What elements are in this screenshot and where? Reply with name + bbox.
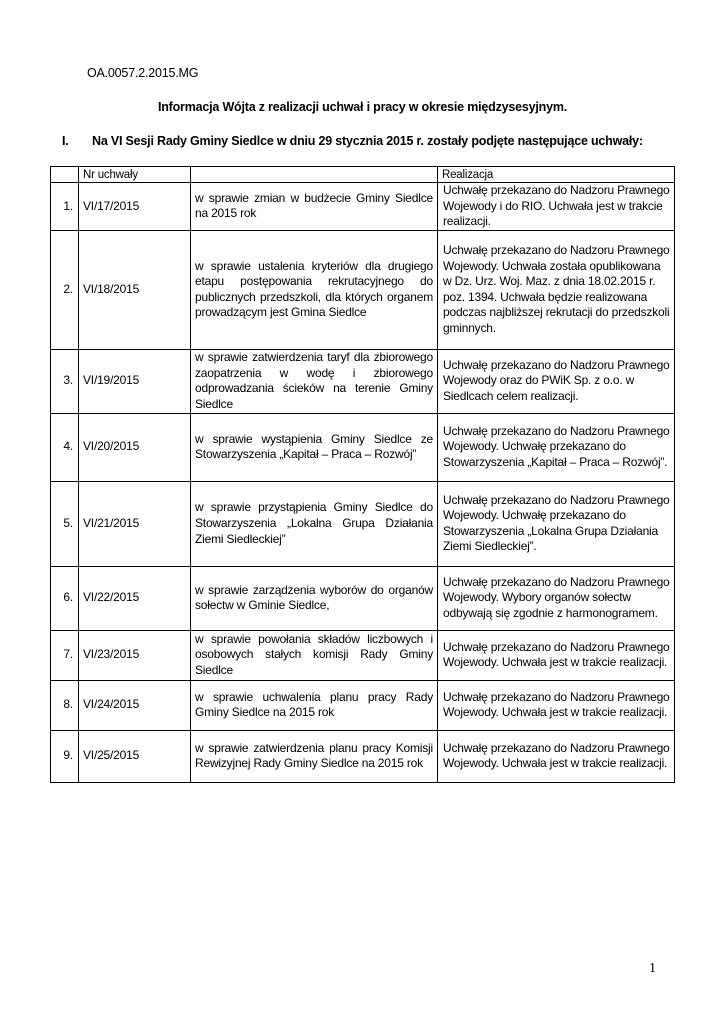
row-number: 1. <box>51 183 79 231</box>
resolution-realization: Uchwałę przekazano do Nadzoru Prawnego Wojewody. Uchwała jest w trakcie realizacji. <box>438 730 675 782</box>
table-row <box>51 230 675 349</box>
header-subject <box>191 167 438 183</box>
page-number: 1 <box>649 961 656 976</box>
resolution-subject: w sprawie zarządzenia wyborów do organów sołectw w Gminie Siedlce, <box>191 566 438 630</box>
row-number: 7. <box>51 630 79 680</box>
table-header-row <box>51 167 675 183</box>
resolution-realization: Uchwałę przekazano do Nadzoru Prawnego Wojewody oraz do PWiK Sp. z o.o. w Siedlcach celem realizacji. <box>438 349 675 413</box>
resolution-id: VI/17/2015 <box>79 183 191 231</box>
table-row <box>51 566 675 630</box>
resolution-id: VI/19/2015 <box>79 349 191 413</box>
document-title: Informacja Wójta z realizacji uchwał i pracy w okresie międzysesyjnym. <box>157 100 568 114</box>
row-number: 3. <box>51 349 79 413</box>
resolution-subject: w sprawie ustalenia kryteriów dla drugiego etapu postępowania rekrutacyjnego do publicznych przedszkoli, dla których organem prowadzącym jest Gmina Siedlce <box>191 230 438 349</box>
row-number: 9. <box>51 730 79 782</box>
resolution-subject: w sprawie zatwierdzenia planu pracy Komisji Rewizyjnej Rady Gminy Siedlce na 2015 rok <box>191 730 438 782</box>
table-row <box>51 481 675 566</box>
resolution-id: VI/22/2015 <box>79 566 191 630</box>
table-row <box>51 349 675 413</box>
resolution-id: VI/25/2015 <box>79 730 191 782</box>
resolution-subject: w sprawie powołania składów liczbowych i osobowych stałych komisji Rady Gminy Siedlce <box>191 630 438 680</box>
header-number <box>51 167 79 183</box>
resolution-realization: Uchwałę przekazano do Nadzoru Prawnego Wojewody. Uchwałę przekazano do Stowarzyszenia „Lokalna Grupa Działania Ziemi Siedleckiej”. <box>438 481 675 566</box>
resolution-realization: Uchwałę przekazano do Nadzoru Prawnego Wojewody. Uchwała została opublikowana w Dz. Urz. Woj. Maz. z dnia 18.02.2015 r. poz. 1394. Uchwała będzie realizowana podczas najbliższej rekrutacji do przedszkoli gminnych. <box>438 230 675 349</box>
resolution-id: VI/21/2015 <box>79 481 191 566</box>
section-title: Na VI Sesji Rady Gminy Siedlce w dniu 29 stycznia 2015 r. zostały podjęte następujące uchwały: <box>92 134 643 148</box>
row-number: 5. <box>51 481 79 566</box>
resolution-realization: Uchwałę przekazano do Nadzoru Prawnego Wojewody i do RIO. Uchwała jest w trakcie realizacji. <box>438 183 675 231</box>
resolution-subject: w sprawie zatwierdzenia taryf dla zbiorowego zaopatrzenia w wodę i zbiorowego odprowadzania ścieków na terenie Gminy Siedlce <box>191 349 438 413</box>
resolution-id: VI/20/2015 <box>79 413 191 481</box>
section-number: I. <box>62 134 69 148</box>
table-row <box>51 183 675 231</box>
resolution-id: VI/18/2015 <box>79 230 191 349</box>
table-row <box>51 630 675 680</box>
resolution-id: VI/23/2015 <box>79 630 191 680</box>
resolution-realization: Uchwałę przekazano do Nadzoru Prawnego Wojewody. Uchwała jest w trakcie realizacji. <box>438 680 675 730</box>
resolution-realization: Uchwałę przekazano do Nadzoru Prawnego Wojewody. Uchwałę przekazano do Stowarzyszenia „Kapitał – Praca – Rozwój”. <box>438 413 675 481</box>
resolution-subject: w sprawie zmian w budżecie Gminy Siedlce na 2015 rok <box>191 183 438 231</box>
resolution-subject: w sprawie uchwalenia planu pracy Rady Gminy Siedlce na 2015 rok <box>191 680 438 730</box>
resolution-subject: w sprawie przystąpienia Gminy Siedlce do Stowarzyszenia „Lokalna Grupa Działania Ziemi Siedleckiej” <box>191 481 438 566</box>
resolution-realization: Uchwałę przekazano do Nadzoru Prawnego Wojewody. Wybory organów sołectw odbywają się zgodnie z harmonogramem. <box>438 566 675 630</box>
row-number: 2. <box>51 230 79 349</box>
table-row <box>51 413 675 481</box>
section-heading <box>62 134 643 148</box>
row-number: 4. <box>51 413 79 481</box>
resolution-realization: Uchwałę przekazano do Nadzoru Prawnego Wojewody. Uchwała jest w trakcie realizacji. <box>438 630 675 680</box>
header-resolution-no: Nr uchwały <box>79 167 191 183</box>
document-reference: OA.0057.2.2015.MG <box>87 66 199 80</box>
table-row <box>51 680 675 730</box>
resolutions-table <box>50 166 675 783</box>
row-number: 6. <box>51 566 79 630</box>
table-row <box>51 730 675 782</box>
resolution-id: VI/24/2015 <box>79 680 191 730</box>
row-number: 8. <box>51 680 79 730</box>
resolution-subject: w sprawie wystąpienia Gminy Siedlce ze Stowarzyszenia „Kapitał – Praca – Rozwój” <box>191 413 438 481</box>
header-realization: Realizacja <box>438 167 675 183</box>
